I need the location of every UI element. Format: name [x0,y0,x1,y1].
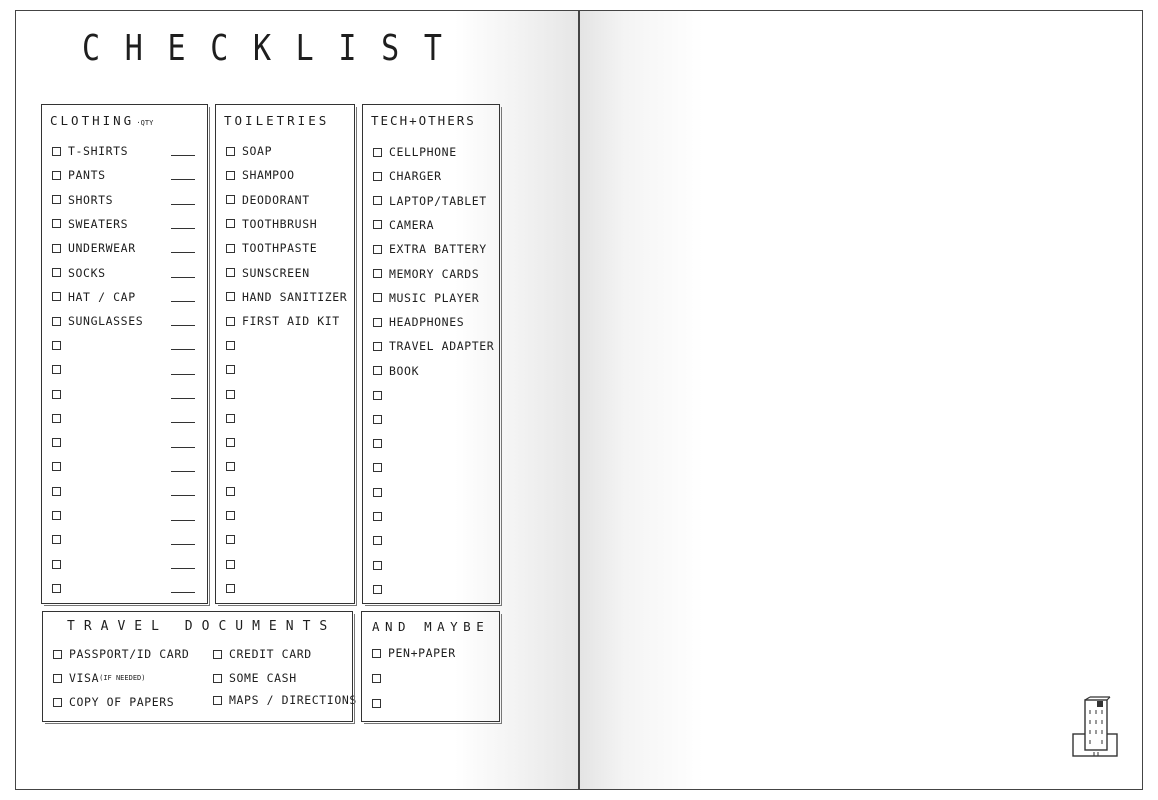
list-item[interactable] [52,578,201,598]
title-letter: E [167,27,186,69]
checkbox[interactable] [52,414,61,423]
checkbox[interactable] [52,365,61,374]
list-item[interactable] [226,263,348,283]
checkbox[interactable] [226,219,235,228]
checkbox[interactable] [52,244,61,253]
tech-box [362,104,500,604]
item-label: BOOK [389,363,420,378]
item-label: FIRST AID KIT [242,314,340,329]
list-item[interactable] [373,288,493,308]
item-label: SOAP [242,144,273,158]
item-label: SUNGLASSES [68,314,144,329]
checkbox[interactable] [373,585,382,594]
checkbox[interactable] [226,535,235,544]
checkbox[interactable] [226,560,235,569]
list-item[interactable] [226,433,348,453]
item-label: EXTRA BATTERY [389,242,487,257]
quantity-line[interactable] [171,398,195,399]
checkbox[interactable] [226,147,235,156]
list-item[interactable] [372,643,493,663]
checkbox[interactable] [52,560,61,569]
checkbox[interactable] [52,438,61,447]
item-label: TOOTHBRUSH [242,216,318,231]
list-item[interactable] [226,214,348,234]
maybe-box [361,611,500,722]
list-item[interactable] [52,311,201,331]
list-item[interactable] [52,360,201,380]
list-item[interactable] [372,693,493,713]
checkbox[interactable] [373,269,382,278]
checkbox[interactable] [373,366,382,375]
item-label: SWEATERS [68,216,129,231]
checkbox[interactable] [52,462,61,471]
checkbox[interactable] [373,439,382,448]
checkbox[interactable] [373,220,382,229]
checkbox[interactable] [226,171,235,180]
quantity-line[interactable] [171,422,195,423]
checkbox[interactable] [53,650,62,659]
checklist-title [82,28,442,68]
doc-label: VISA [69,671,100,685]
item-label: CAMERA [389,217,435,232]
list-item[interactable] [52,384,201,404]
checkbox[interactable] [52,487,61,496]
list-item[interactable] [373,531,493,551]
checkbox[interactable] [373,293,382,302]
item-label: MEMORY CARDS [389,266,480,281]
checkbox[interactable] [52,390,61,399]
clothing-heading-text: CLOTHING [50,113,135,128]
checkbox[interactable] [373,318,382,327]
documents-heading: TRAVEL DOCUMENTS [67,619,337,634]
checkbox[interactable] [52,147,61,156]
checkbox[interactable] [226,438,235,447]
list-item[interactable] [226,506,348,526]
checkbox[interactable] [372,699,381,708]
checkbox[interactable] [53,698,62,707]
checkbox[interactable] [52,511,61,520]
item-label: SHAMPOO [242,168,295,183]
checkbox[interactable] [213,650,222,659]
checkbox[interactable] [52,171,61,180]
checkbox[interactable] [52,292,61,301]
checkbox[interactable] [52,195,61,204]
checkbox[interactable] [226,487,235,496]
checkbox[interactable] [373,536,382,545]
quantity-line[interactable] [171,301,195,302]
quantity-line[interactable] [171,374,195,375]
list-item[interactable] [52,457,201,477]
checkbox[interactable] [226,511,235,520]
list-item[interactable] [373,361,493,381]
item-label: SHORTS [68,192,114,207]
toiletries-heading: TOILETRIES [224,113,330,128]
title-letter: L [295,27,314,69]
list-item[interactable] [373,336,493,356]
checkbox[interactable] [372,674,381,683]
visa-note: (IF NEEDED) [99,674,146,682]
item-label: SOCKS [68,265,106,280]
quantity-line[interactable] [171,179,195,180]
item-label: LAPTOP/TABLET [389,193,487,208]
list-item[interactable] [52,214,201,234]
list-item[interactable] [373,507,493,527]
title-letter: C [210,27,229,69]
list-item[interactable] [226,311,348,331]
list-item[interactable] [52,335,201,355]
doc-label: CREDIT CARD [229,647,312,661]
item-label: MUSIC PLAYER [389,290,480,305]
list-item[interactable] [373,434,493,454]
quantity-line[interactable] [171,495,195,496]
checkbox[interactable] [373,488,382,497]
list-item[interactable] [52,554,201,574]
list-item[interactable] [52,190,201,210]
item-label: TRAVEL ADAPTER [389,339,495,354]
checkbox[interactable] [53,674,62,683]
doc-label: PASSPORT/ID CARD [69,647,190,661]
checkbox[interactable] [226,317,235,326]
item-label: HAT / CAP [68,289,136,304]
list-item[interactable] [226,165,348,185]
item-label: PEN+PAPER [388,646,456,660]
building-logo-icon [1072,696,1120,758]
doc-item-maps[interactable] [213,690,357,710]
checkbox[interactable] [372,649,381,658]
list-item[interactable] [52,263,201,283]
checkbox[interactable] [213,696,222,705]
checkbox[interactable] [226,414,235,423]
item-label: CELLPHONE [389,145,457,159]
checkbox[interactable] [226,244,235,253]
doc-label: COPY OF PAPERS [69,695,175,709]
item-label: TOOTHPASTE [242,241,318,256]
checkbox[interactable] [373,245,382,254]
checkbox[interactable] [373,196,382,205]
checkbox[interactable] [226,268,235,277]
checkbox[interactable] [226,195,235,204]
list-item[interactable] [373,142,493,162]
list-item[interactable] [372,668,493,688]
title-letter: T [423,27,442,69]
title-letter: S [381,27,400,69]
checkbox[interactable] [226,584,235,593]
list-item[interactable] [373,312,493,332]
list-item[interactable] [226,190,348,210]
quantity-line[interactable] [171,204,195,205]
checkbox[interactable] [226,390,235,399]
toiletries-box [215,104,355,604]
clothing-box [41,104,208,604]
list-item[interactable] [373,579,493,599]
list-item[interactable] [373,458,493,478]
list-item[interactable] [373,385,493,405]
list-item[interactable] [52,506,201,526]
list-item[interactable] [226,335,348,355]
quantity-line[interactable] [171,520,195,521]
quantity-line[interactable] [171,228,195,229]
list-item[interactable] [226,408,348,428]
list-item[interactable] [226,554,348,574]
quantity-line[interactable] [171,471,195,472]
list-item[interactable] [373,239,493,259]
list-item[interactable] [226,481,348,501]
checkbox[interactable] [226,462,235,471]
quantity-line[interactable] [171,447,195,448]
item-label: T-SHIRTS [68,144,129,158]
quantity-line[interactable] [171,277,195,278]
checkbox[interactable] [52,535,61,544]
checkbox[interactable] [373,148,382,157]
maybe-heading: AND MAYBE [372,619,490,634]
quantity-line[interactable] [171,568,195,569]
doc-item-credit-card[interactable] [213,644,312,664]
quantity-line[interactable] [171,325,195,326]
quantity-line[interactable] [171,155,195,156]
checkbox[interactable] [213,674,222,683]
doc-item-visa[interactable] [53,668,145,688]
checkbox[interactable] [373,172,382,181]
list-item[interactable] [373,264,493,284]
checkbox[interactable] [373,391,382,400]
item-label: DEODORANT [242,192,310,207]
list-item[interactable] [52,530,201,550]
list-item[interactable] [226,287,348,307]
checkbox[interactable] [373,415,382,424]
list-item[interactable] [226,384,348,404]
checkbox[interactable] [226,341,235,350]
qty-label: ·QTY [132,119,154,127]
documents-box [42,611,357,722]
list-item[interactable] [226,238,348,258]
checkbox[interactable] [373,342,382,351]
checkbox[interactable] [52,268,61,277]
quantity-line[interactable] [171,544,195,545]
checkbox[interactable] [52,219,61,228]
title-letter: I [338,27,357,69]
list-item[interactable] [373,555,493,575]
title-letter: H [124,27,143,69]
quantity-line[interactable] [171,349,195,350]
quantity-line[interactable] [171,592,195,593]
item-label: UNDERWEAR [68,241,136,256]
list-item[interactable] [52,238,201,258]
doc-item-cash[interactable] [213,668,297,688]
checkbox[interactable] [52,584,61,593]
item-label: SUNSCREEN [242,265,310,280]
list-item[interactable] [373,482,493,502]
list-item[interactable] [52,481,201,501]
list-item[interactable] [226,578,348,598]
checkbox[interactable] [373,512,382,521]
list-item[interactable] [52,141,201,161]
checkbox[interactable] [373,561,382,570]
list-item[interactable] [52,433,201,453]
list-item[interactable] [373,166,493,186]
list-item[interactable] [226,457,348,477]
list-item[interactable] [52,408,201,428]
list-item[interactable] [373,409,493,429]
list-item[interactable] [373,191,493,211]
doc-label: MAPS / DIRECTIONS [229,693,357,707]
doc-item-copy[interactable] [53,692,174,712]
item-label: HEADPHONES [389,315,465,330]
list-item[interactable] [52,287,201,307]
checkbox[interactable] [52,341,61,350]
title-letter: K [252,27,271,69]
checkbox[interactable] [52,317,61,326]
list-item[interactable] [226,530,348,550]
clothing-heading [42,113,207,128]
item-label: HAND SANITIZER [242,289,348,304]
checkbox[interactable] [226,292,235,301]
checkbox[interactable] [226,365,235,374]
list-item[interactable] [226,141,348,161]
checkbox[interactable] [373,463,382,472]
tech-heading: TECH+OTHERS [371,113,476,128]
list-item[interactable] [226,360,348,380]
doc-label: SOME CASH [229,671,297,685]
doc-item-passport[interactable] [53,644,189,664]
list-item[interactable] [373,215,493,235]
item-label: CHARGER [389,169,442,184]
right-page [579,10,1143,790]
quantity-line[interactable] [171,252,195,253]
list-item[interactable] [52,165,201,185]
item-label: PANTS [68,168,106,183]
title-letter: C [82,27,101,69]
